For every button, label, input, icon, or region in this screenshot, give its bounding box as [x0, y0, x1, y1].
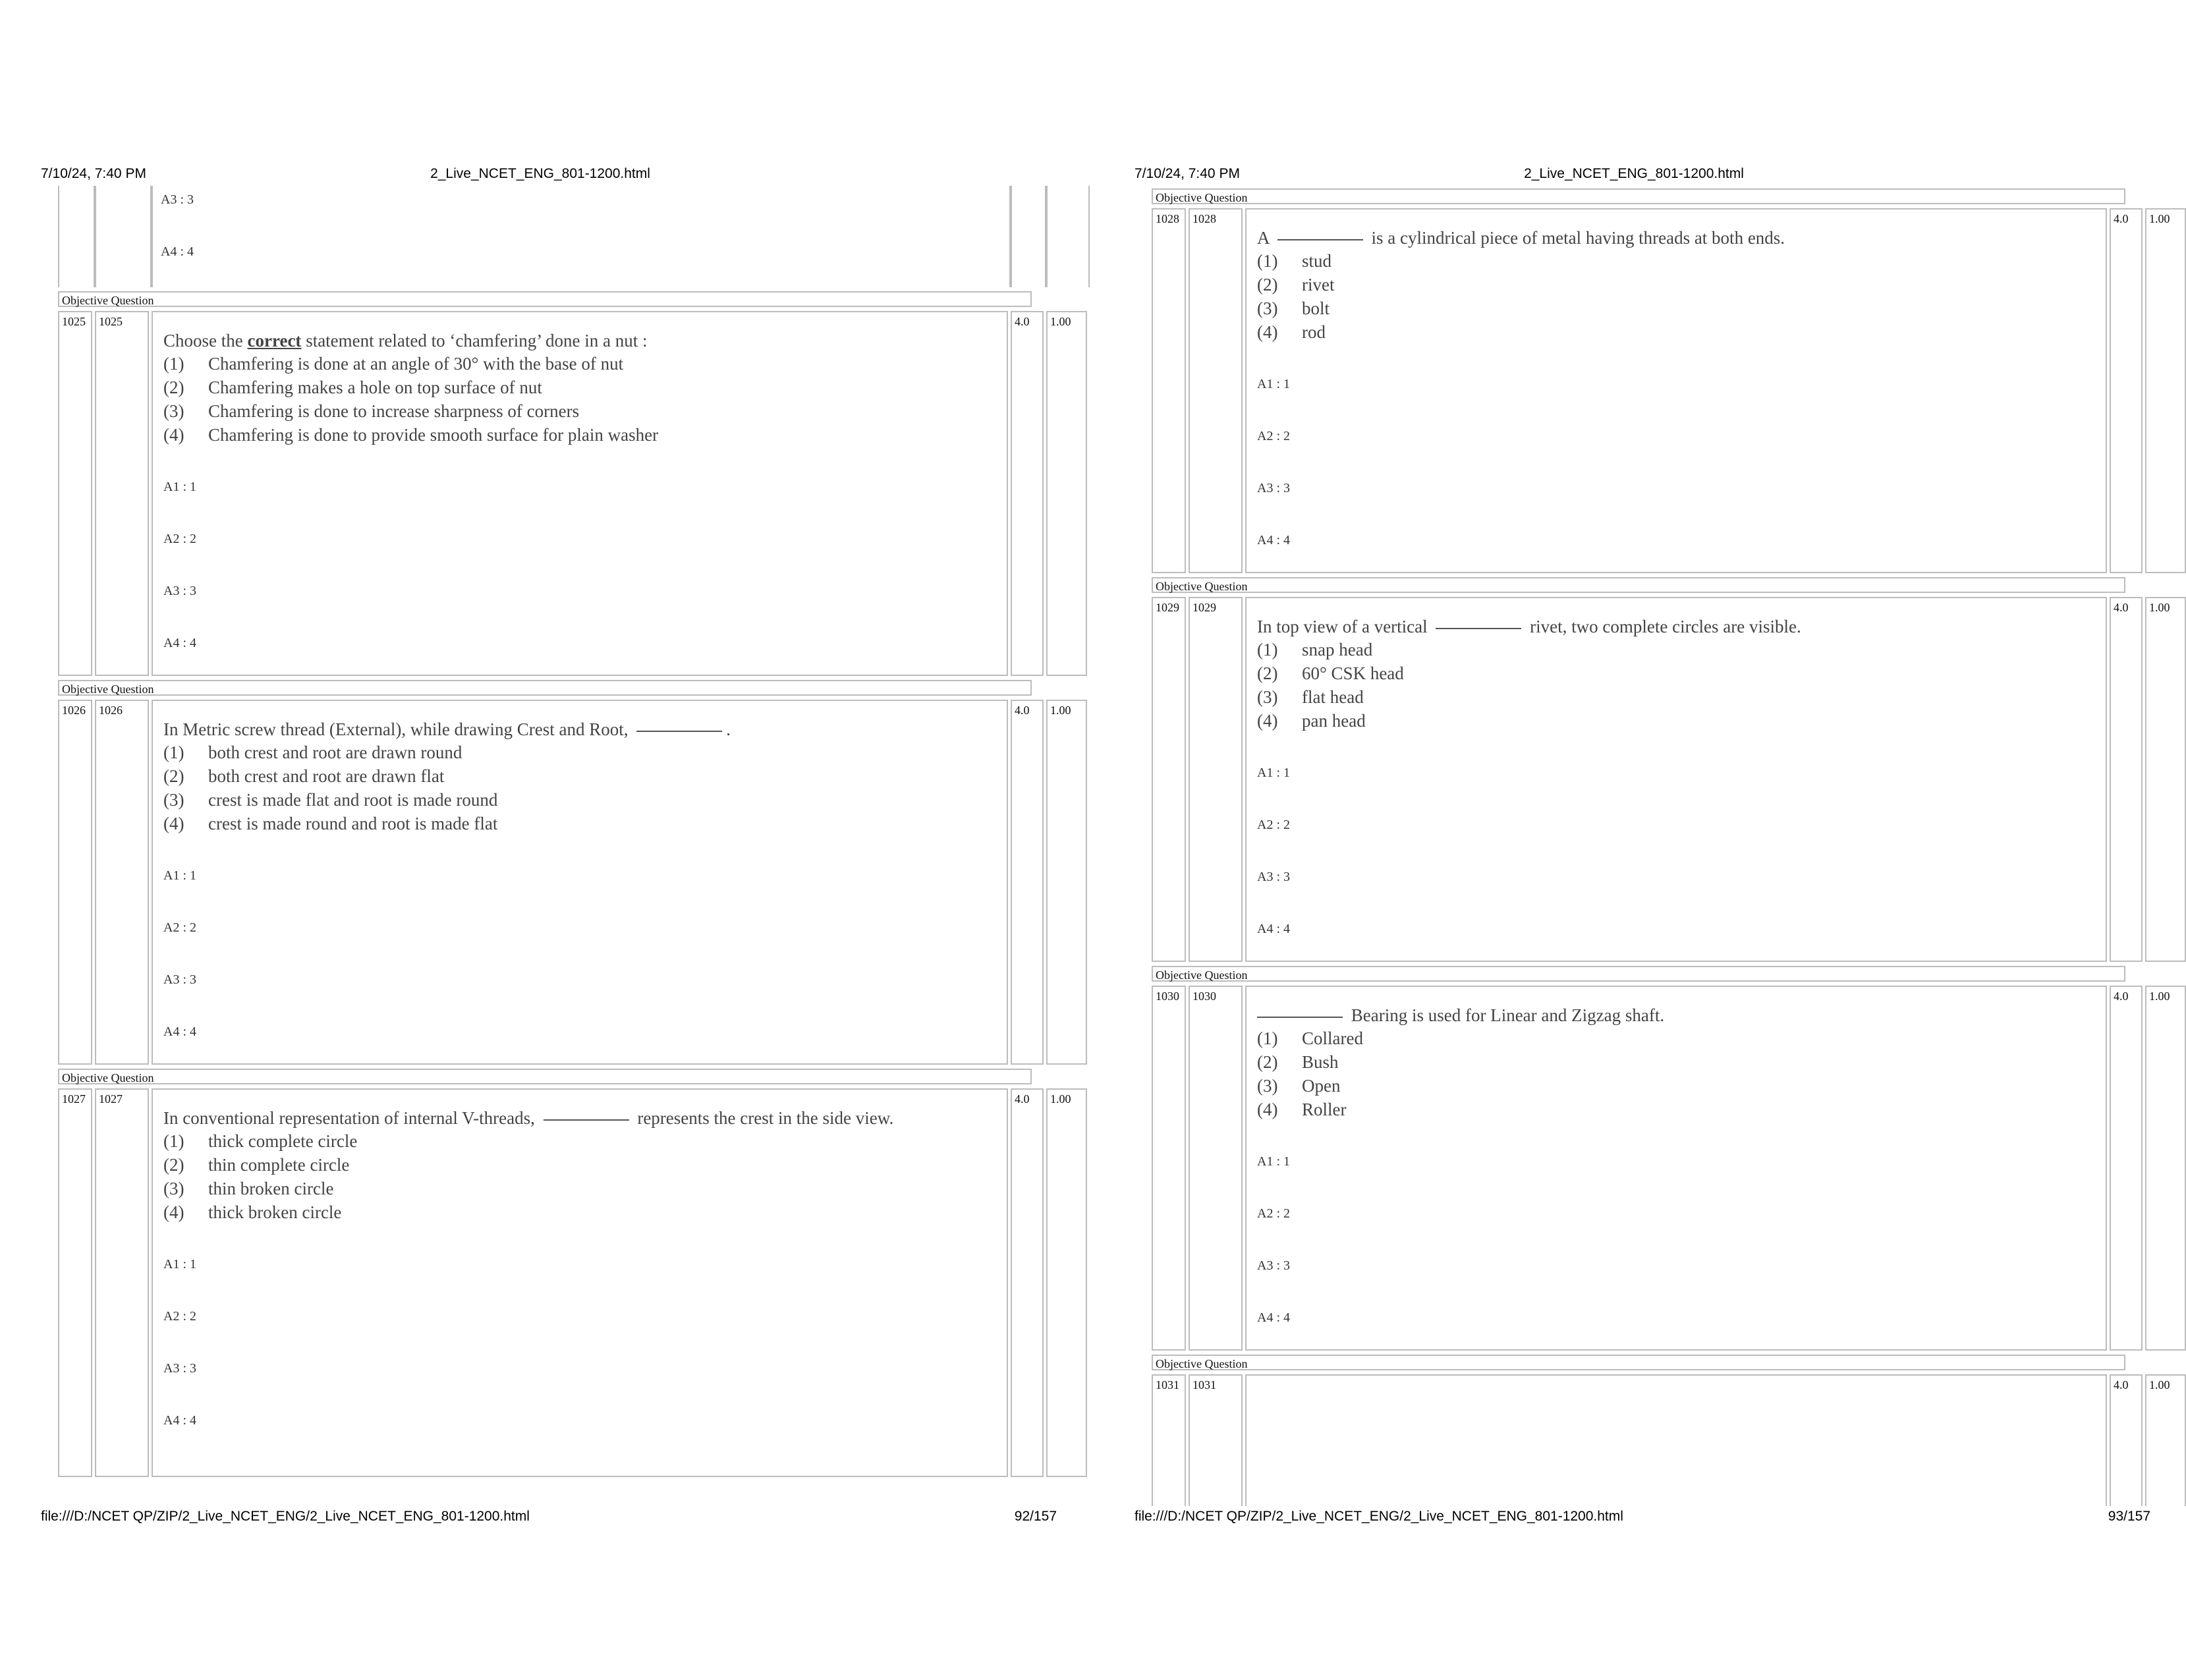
- header-filename: 2_Live_NCET_ENG_801-1200.html: [430, 166, 650, 181]
- question-id: 1028: [1152, 208, 1186, 573]
- question-text: In conventional representation of internal V-threads, represents the crest in the side view.: [163, 1108, 894, 1128]
- question-table: [1152, 186, 2170, 1502]
- negative-marks: 1.00: [1046, 700, 1087, 1065]
- question-number: 1028: [1189, 208, 1243, 573]
- question-type-label: Objective Question: [1152, 1355, 2125, 1370]
- blank-line: [1436, 627, 1521, 629]
- question-row-1026: [58, 700, 1071, 1065]
- option: (3) crest is made flat and root is made round: [163, 790, 498, 810]
- option: (1) snap head: [1257, 640, 1373, 659]
- question-number: 1025: [95, 311, 149, 676]
- marks: 4.0: [1011, 311, 1044, 676]
- answer-keys: A1 : 1 A2 : 2 A3 : 3 A4 : 4: [163, 868, 196, 1039]
- question-id: 1025: [58, 311, 92, 676]
- question-row-1028: [1152, 208, 2170, 573]
- question-text: Choose the correct statement related to ‘chamfering’ done in a nut :: [163, 331, 648, 350]
- question-id: 1030: [1152, 986, 1186, 1351]
- negative-marks: 1.00: [1046, 1088, 1087, 1477]
- option: (2) Bush: [1257, 1052, 1339, 1072]
- question-text: In Metric screw thread (External), while drawing Crest and Root, .: [163, 719, 731, 739]
- answer-keys: A1 : 1 A2 : 2 A3 : 3 A4 : 4: [1257, 377, 1290, 547]
- negative-marks: 1.00: [2145, 208, 2186, 573]
- negative-marks: 1.00: [2145, 597, 2186, 962]
- question-type-label: Objective Question: [58, 291, 1032, 307]
- negative-marks: 1.00: [2145, 1374, 2186, 1506]
- option: (1) both crest and root are drawn round: [163, 742, 462, 762]
- question-body: [1245, 208, 2107, 573]
- option: (3) thin broken circle: [163, 1179, 334, 1198]
- question-text: A is a cylindrical piece of metal having threads at both ends.: [1257, 228, 1785, 248]
- question-type-label: Objective Question: [1152, 966, 2125, 982]
- options-list: [163, 741, 1004, 835]
- page-number: 92/157: [1014, 1509, 1057, 1524]
- question-id: 1026: [58, 700, 92, 1065]
- option: (1) Chamfering is done at an angle of 30° with the base of nut: [163, 354, 624, 374]
- option: (4) thick broken circle: [163, 1202, 342, 1222]
- previous-question-fragment: [58, 186, 1032, 287]
- question-number: 1027: [95, 1088, 149, 1477]
- option: (4) crest is made round and root is made flat: [163, 814, 498, 833]
- question-body: [1245, 1374, 2107, 1506]
- options-list: [163, 352, 1004, 447]
- options-list: [1257, 1026, 2103, 1121]
- negative-marks: 1.00: [2145, 986, 2186, 1351]
- option: (3) flat head: [1257, 687, 1364, 707]
- page-number: 93/157: [2108, 1509, 2150, 1524]
- answer-keys: A1 : 1 A2 : 2 A3 : 3 A4 : 4: [1257, 1154, 1290, 1325]
- question-type-label: Objective Question: [1152, 188, 2125, 204]
- option: (3) Chamfering is done to increase sharpness of corners: [163, 401, 580, 421]
- option: (3) bolt: [1257, 298, 1330, 318]
- question-row-1030: [1152, 986, 2170, 1351]
- question-body: [1245, 986, 2107, 1351]
- marks: 4.0: [2110, 208, 2143, 573]
- question-row-1025: [58, 311, 1071, 676]
- option: (4) Chamfering is done to provide smooth surface for plain washer: [163, 425, 659, 445]
- answer-a4: A4 : 4: [161, 244, 194, 259]
- option: (1) Collared: [1257, 1028, 1363, 1048]
- header-date: 7/10/24, 7:40 PM: [41, 166, 146, 181]
- answer-a3: A3 : 3: [161, 192, 194, 207]
- right-page: [1094, 0, 2174, 1680]
- marks: 4.0: [2110, 986, 2143, 1351]
- blank-line: [1277, 238, 1363, 240]
- footer-path: file:///D:/NCET QP/ZIP/2_Live_NCET_ENG/2_Live_NCET_ENG_801-1200.html: [41, 1509, 530, 1524]
- option: (1) stud: [1257, 251, 1332, 271]
- question-number: 1026: [95, 700, 149, 1065]
- option: (2) thin complete circle: [163, 1155, 350, 1175]
- blank-line: [1257, 1016, 1343, 1018]
- blank-line: [544, 1119, 629, 1121]
- marks: 4.0: [1011, 700, 1044, 1065]
- option: (4) pan head: [1257, 711, 1366, 731]
- option: (4) Roller: [1257, 1100, 1347, 1119]
- option: (2) rivet: [1257, 275, 1335, 294]
- answer-keys: A1 : 1 A2 : 2 A3 : 3 A4 : 4: [163, 480, 196, 650]
- question-body: [152, 311, 1008, 676]
- options-list: [163, 1129, 1004, 1224]
- header-filename: 2_Live_NCET_ENG_801-1200.html: [1524, 166, 1744, 181]
- left-page: [0, 0, 1080, 1680]
- options-list: [1257, 249, 2103, 344]
- option: (2) 60° CSK head: [1257, 663, 1404, 683]
- header-date: 7/10/24, 7:40 PM: [1135, 166, 1240, 181]
- question-row-1029: [1152, 597, 2170, 962]
- question-row-1031: [1152, 1374, 2170, 1506]
- marks: 4.0: [1011, 1088, 1044, 1477]
- question-body: [1245, 597, 2107, 962]
- negative-marks: 1.00: [1046, 311, 1087, 676]
- answer-keys: A1 : 1 A2 : 2 A3 : 3 A4 : 4: [1257, 766, 1290, 936]
- question-number: 1030: [1189, 986, 1243, 1351]
- question-text: Bearing is used for Linear and Zigzag shaft.: [1257, 1004, 2103, 1026]
- question-id: 1031: [1152, 1374, 1186, 1506]
- option: (2) Chamfering makes a hole on top surface of nut: [163, 378, 542, 397]
- question-type-label: Objective Question: [1152, 577, 2125, 593]
- question-table: [58, 186, 1071, 1502]
- question-body: [152, 1088, 1008, 1477]
- marks: 4.0: [2110, 597, 2143, 962]
- option: (4) rod: [1257, 322, 1326, 342]
- blank-line: [636, 730, 722, 732]
- question-text: In top view of a vertical rivet, two complete circles are visible.: [1257, 617, 1801, 636]
- option: (3) Open: [1257, 1076, 1341, 1096]
- question-row-1027: [58, 1088, 1071, 1477]
- marks: 4.0: [2110, 1374, 2143, 1506]
- question-body: [152, 700, 1008, 1065]
- question-id: 1029: [1152, 597, 1186, 962]
- option: (2) both crest and root are drawn flat: [163, 766, 445, 786]
- options-list: [1257, 638, 2103, 733]
- question-id: 1027: [58, 1088, 92, 1477]
- option: (1) thick complete circle: [163, 1131, 358, 1151]
- question-type-label: Objective Question: [58, 680, 1032, 696]
- question-number: 1031: [1189, 1374, 1243, 1506]
- question-type-label: Objective Question: [58, 1069, 1032, 1084]
- answer-keys: A1 : 1 A2 : 2 A3 : 3 A4 : 4: [163, 1257, 196, 1428]
- footer-path: file:///D:/NCET QP/ZIP/2_Live_NCET_ENG/2_Live_NCET_ENG_801-1200.html: [1135, 1509, 1623, 1524]
- question-number: 1029: [1189, 597, 1243, 962]
